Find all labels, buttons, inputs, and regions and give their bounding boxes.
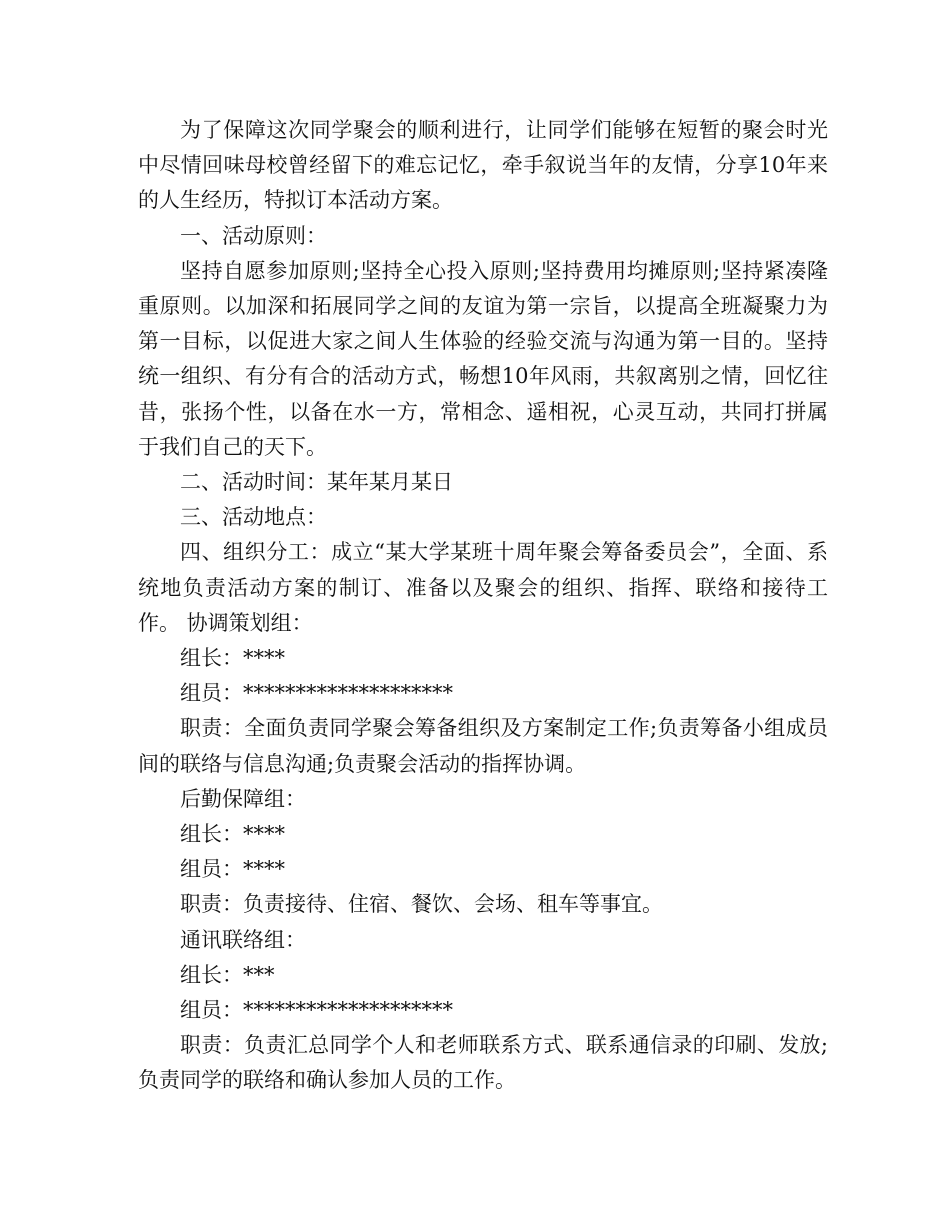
communication-group-heading: 通讯联络组： — [180, 927, 306, 952]
logistics-group-duties: 职责：负责接待、住宿、餐饮、会场、租车等事宜。 — [180, 892, 663, 917]
section-heading-time: 二、活动时间：某年某月某日 — [180, 470, 453, 495]
planning-group-duties: 职责：全面负责同学聚会筹备组织及方案制定工作;负责筹备小组成员间的联络与信息沟通;负责聚会活动的指挥协调。 — [138, 716, 828, 776]
document-body — [138, 113, 828, 1099]
logistics-group-heading: 后勤保障组： — [180, 786, 306, 811]
planning-group-members: 组员：******************** — [180, 681, 453, 706]
communication-group-members: 组员：******************** — [180, 998, 453, 1023]
communication-group-leader: 组长：*** — [180, 962, 275, 987]
principles-paragraph: 坚持自愿参加原则;坚持全心投入原则;坚持费用均摊原则;坚持紧凑隆重原则。以加深和拓展同学之间的友谊为第一宗旨，以提高全班凝聚力为第一目标，以促进大家之间人生体验的经验交流与沟通为第一目的。坚持统一组织、有分有合的活动方式，畅想10年风雨，共叙离别之情，回忆往昔，张扬个性，以备在水一方，常相念、遥相祝，心灵互动，共同打拼属于我们自己的天下。 — [138, 258, 828, 459]
logistics-group-leader: 组长：**** — [180, 822, 285, 847]
logistics-group-members: 组员：**** — [180, 857, 285, 882]
communication-group-duties: 职责：负责汇总同学个人和老师联系方式、联系通信录的印刷、发放;负责同学的联络和确认参加人员的工作。 — [138, 1033, 828, 1093]
section-heading-principles: 一、活动原则： — [180, 223, 327, 248]
planning-group-leader: 组长：**** — [180, 646, 285, 671]
intro-paragraph: 为了保障这次同学聚会的顺利进行，让同学们能够在短暂的聚会时光中尽情回味母校曾经留下的难忘记忆，牵手叙说当年的友情，分享10年来的人生经历，特拟订本活动方案。 — [138, 118, 828, 213]
section-heading-location: 三、活动地点： — [180, 505, 327, 530]
section-heading-organization: 四、组织分工：成立“某大学某班十周年聚会筹备委员会”，全面、系统地负责活动方案的制订、准备以及聚会的组织、指挥、联络和接待工作。 协调策划组： — [138, 540, 828, 635]
